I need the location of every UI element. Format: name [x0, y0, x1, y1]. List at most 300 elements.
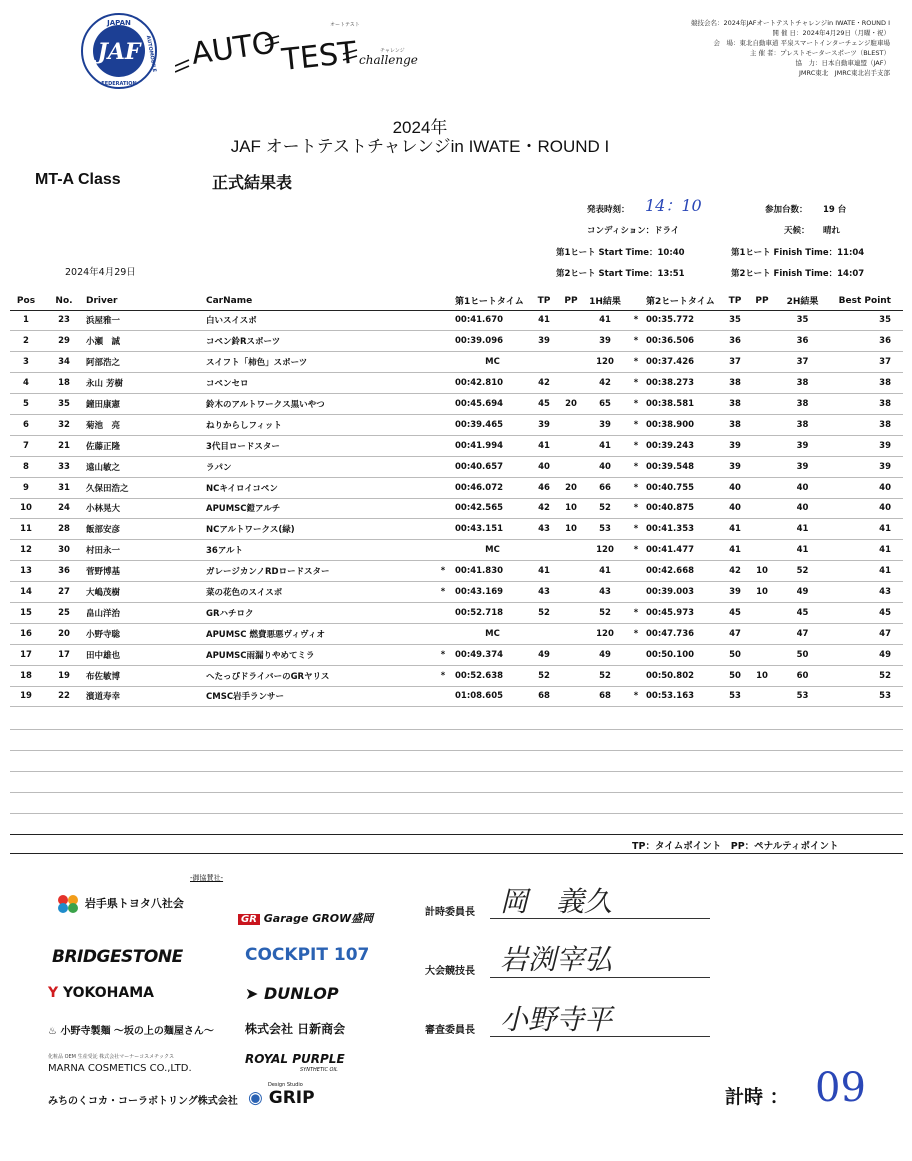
cell-heat2-tp: 40: [721, 477, 749, 498]
cell-heat2-tp: 45: [721, 602, 749, 623]
cell-no: 19: [42, 665, 86, 686]
cell-carname: へたっぴドライバーのGRヤリス: [206, 665, 431, 686]
cell-pos: 1: [10, 310, 42, 331]
cell-heat1-pp: [558, 435, 584, 456]
sponsor-nisshin: 株式会社 日新商会: [245, 1022, 346, 1036]
cell-heat1-time: 00:46.072: [455, 477, 530, 498]
cell-heat1-result: 41: [584, 561, 626, 582]
cell-heat2-pp: 10: [749, 582, 775, 603]
cell-best-point: 41: [830, 540, 903, 561]
cell-heat2-time: 00:47.736: [646, 623, 721, 644]
cell-heat1-pp: [558, 665, 584, 686]
cell-no: 36: [42, 561, 86, 582]
cell-heat2-result: 45: [775, 602, 830, 623]
grip-tag: Design Studio: [268, 1082, 303, 1088]
cell-heat2-tp: 53: [721, 686, 749, 707]
cell-heat1-result: 52: [584, 602, 626, 623]
cell-no: 22: [42, 686, 86, 707]
cell-driver: 小林晃大: [86, 498, 206, 519]
cell-mark2: *: [626, 498, 646, 519]
cell-heat2-time: 00:50.802: [646, 665, 721, 686]
empty-row-line: [10, 750, 903, 751]
cell-heat2-tp: 38: [721, 394, 749, 415]
cell-heat2-pp: [749, 686, 775, 707]
cell-carname: 3代目ロードスター: [206, 435, 431, 456]
table-row: [10, 623, 903, 644]
cell-heat2-result: 49: [775, 582, 830, 603]
svg-text:FEDERATION: FEDERATION: [101, 81, 137, 87]
cell-driver: 阿部浩之: [86, 352, 206, 373]
cell-driver: 濱道寿幸: [86, 686, 206, 707]
cell-best-point: 39: [830, 435, 903, 456]
table-row: [10, 477, 903, 498]
cell-pos: 13: [10, 561, 42, 582]
title-year: 2024年: [392, 118, 448, 137]
cell-carname: ねりからしフィット: [206, 414, 431, 435]
condition-value: ドライ: [654, 226, 680, 236]
cell-heat1-result: 65: [584, 394, 626, 415]
col-heat2-time: 第2ヒートタイム: [646, 292, 721, 310]
cell-heat2-time: 00:38.581: [646, 394, 721, 415]
cell-heat2-result: 50: [775, 644, 830, 665]
cell-heat2-pp: [749, 623, 775, 644]
table-row: [10, 540, 903, 561]
svg-text:AUTOMOBILE: AUTOMOBILE: [144, 35, 158, 73]
cell-heat1-time: 00:52.718: [455, 602, 530, 623]
cell-mark1: [431, 686, 455, 707]
cell-heat1-tp: 52: [530, 602, 558, 623]
cell-no: 25: [42, 602, 86, 623]
cell-heat1-tp: 42: [530, 373, 558, 394]
weather-label: 天候：: [784, 226, 810, 236]
cell-heat2-result: 39: [775, 435, 830, 456]
svg-text:TEST: TEST: [280, 35, 359, 78]
cell-mark1: [431, 373, 455, 394]
cell-best-point: 40: [830, 477, 903, 498]
cell-heat1-result: 41: [584, 310, 626, 331]
cell-pos: 14: [10, 582, 42, 603]
cell-heat2-time: 00:38.273: [646, 373, 721, 394]
cell-mark1: [431, 623, 455, 644]
cell-driver: 布佐敏博: [86, 665, 206, 686]
cell-heat2-pp: [749, 477, 775, 498]
toyota-group-icon: [55, 893, 81, 915]
cell-no: 35: [42, 394, 86, 415]
cell-heat1-time: 00:43.169: [455, 582, 530, 603]
cell-heat1-time: 00:43.151: [455, 519, 530, 540]
cell-heat2-time: 00:40.875: [646, 498, 721, 519]
cell-driver: 畠山洋治: [86, 602, 206, 623]
cell-carname: CMSC岩手ランサー: [206, 686, 431, 707]
timing-number-label: 計時 ：: [725, 1086, 789, 1108]
svg-text:JAPAN: JAPAN: [107, 19, 131, 27]
cell-mark2: *: [626, 623, 646, 644]
empty-row-line: [10, 771, 903, 772]
cell-heat1-pp: [558, 623, 584, 644]
cell-heat1-time: 00:39.096: [455, 331, 530, 352]
cell-driver: 田中雄也: [86, 644, 206, 665]
cell-heat1-result: 40: [584, 456, 626, 477]
col-heat2-result: 2H結果: [775, 292, 830, 310]
cell-carname: 菜の花色のスイスポ: [206, 582, 431, 603]
cell-pos: 9: [10, 477, 42, 498]
cell-mark2: *: [626, 331, 646, 352]
cell-no: 20: [42, 623, 86, 644]
cell-heat2-pp: [749, 456, 775, 477]
race-director-label: 大会競技長: [425, 966, 475, 977]
cell-heat1-time: 00:42.565: [455, 498, 530, 519]
cell-heat2-pp: [749, 602, 775, 623]
cell-mark1: [431, 310, 455, 331]
table-row: [10, 644, 903, 665]
cell-heat2-tp: 42: [721, 561, 749, 582]
col-heat2-pp: PP: [749, 292, 775, 310]
cell-best-point: 41: [830, 561, 903, 582]
cell-pos: 12: [10, 540, 42, 561]
race-director-signature: 岩渕宰弘: [500, 943, 613, 976]
sponsor-grip: ◉ GRIP: [248, 1088, 315, 1108]
cell-heat1-tp: [530, 352, 558, 373]
timing-number-value: 09: [815, 1065, 866, 1111]
cell-heat2-result: 38: [775, 394, 830, 415]
cell-heat1-tp: 49: [530, 644, 558, 665]
cell-heat2-tp: 50: [721, 665, 749, 686]
cell-heat1-result: 52: [584, 498, 626, 519]
sponsor-title: -御協賛社-: [190, 874, 224, 882]
cell-heat2-time: 00:39.243: [646, 435, 721, 456]
cell-mark2: *: [626, 686, 646, 707]
svg-text:オートテスト: オートテスト: [330, 22, 360, 28]
col-pos: Pos: [10, 292, 42, 310]
cell-best-point: 45: [830, 602, 903, 623]
cell-heat2-tp: 37: [721, 352, 749, 373]
cell-no: 30: [42, 540, 86, 561]
cell-no: 33: [42, 456, 86, 477]
cell-best-point: 37: [830, 352, 903, 373]
cell-heat2-pp: [749, 519, 775, 540]
cell-heat2-time: 00:40.755: [646, 477, 721, 498]
cell-best-point: 52: [830, 665, 903, 686]
col-driver: Driver: [86, 292, 206, 310]
cell-heat1-result: 41: [584, 435, 626, 456]
cell-mark1: [431, 435, 455, 456]
cell-mark2: *: [626, 394, 646, 415]
cell-mark1: [431, 602, 455, 623]
cell-heat2-time: 00:50.100: [646, 644, 721, 665]
cell-heat2-tp: 39: [721, 435, 749, 456]
cell-carname: ラパン: [206, 456, 431, 477]
cell-driver: 菅野博基: [86, 561, 206, 582]
cell-heat2-tp: 39: [721, 456, 749, 477]
class-name: MT-A Class: [35, 171, 121, 188]
date: 2024年4月29日: [65, 267, 136, 278]
cell-heat2-time: 00:41.353: [646, 519, 721, 540]
cell-best-point: 38: [830, 373, 903, 394]
cell-heat1-time: 00:45.694: [455, 394, 530, 415]
cell-no: 31: [42, 477, 86, 498]
cell-mark1: [431, 394, 455, 415]
table-row: [10, 602, 903, 623]
cell-heat1-result: 66: [584, 477, 626, 498]
cell-heat2-result: 35: [775, 310, 830, 331]
cell-no: 29: [42, 331, 86, 352]
cell-heat1-pp: [558, 644, 584, 665]
cell-heat2-tp: 36: [721, 331, 749, 352]
cell-pos: 11: [10, 519, 42, 540]
steward-chief-label: 審査委員長: [425, 1025, 475, 1036]
col-heat1-tp: TP: [530, 292, 558, 310]
cell-heat2-result: 40: [775, 477, 830, 498]
cell-heat2-tp: 41: [721, 519, 749, 540]
organizer-info: 競技会名：2024年JAFオートテストチャレンジin IWATE・ROUND I 開 催 日：2024年4月29日（月曜・祝） 会 場：東北自動車道 平泉スマートインターチェンジ駐車場 主 催 者：プレストモータースポーツ（BLEST） 協 力：日本自動車連盟（JAF） JMRC東北 JMRC東北岩手支部: [691, 19, 890, 77]
table-row: [10, 373, 903, 394]
cell-heat2-tp: 35: [721, 310, 749, 331]
cell-heat2-result: 38: [775, 414, 830, 435]
cell-heat2-time: 00:42.668: [646, 561, 721, 582]
cell-heat2-time: 00:39.548: [646, 456, 721, 477]
cell-mark1: [431, 477, 455, 498]
cell-best-point: 35: [830, 310, 903, 331]
cell-heat2-tp: 38: [721, 373, 749, 394]
cell-mark1: *: [431, 561, 455, 582]
cell-carname: 36アルト: [206, 540, 431, 561]
cell-heat1-tp: 43: [530, 582, 558, 603]
cell-mark2: *: [626, 310, 646, 331]
col-heat1-pp: PP: [558, 292, 584, 310]
empty-row-line: [10, 792, 903, 793]
cell-heat1-time: 00:52.638: [455, 665, 530, 686]
autotest-challenge-logo: [175, 14, 425, 84]
cell-heat1-tp: 52: [530, 665, 558, 686]
empty-row-line: [10, 813, 903, 814]
cell-heat1-result: 120: [584, 623, 626, 644]
cell-best-point: 41: [830, 519, 903, 540]
table-row: [10, 519, 903, 540]
cell-heat1-tp: 39: [530, 331, 558, 352]
cell-heat2-result: 40: [775, 498, 830, 519]
cell-heat2-time: 00:37.426: [646, 352, 721, 373]
cell-heat1-time: 00:41.830: [455, 561, 530, 582]
cell-heat1-result: 49: [584, 644, 626, 665]
cell-heat2-pp: [749, 373, 775, 394]
cell-pos: 8: [10, 456, 42, 477]
cell-pos: 4: [10, 373, 42, 394]
cell-no: 18: [42, 373, 86, 394]
sponsor-cockpit: COCKPIT 107: [245, 945, 370, 965]
cell-driver: 小瀬 誠: [86, 331, 206, 352]
cell-carname: ガレージカンノRDロードスター: [206, 561, 431, 582]
cell-heat1-result: 120: [584, 540, 626, 561]
legend: TP：タイムポイント PP：ペナルティポイント: [632, 841, 839, 852]
cell-no: 34: [42, 352, 86, 373]
cell-heat2-tp: 39: [721, 582, 749, 603]
cell-heat1-result: 42: [584, 373, 626, 394]
cell-heat2-result: 41: [775, 540, 830, 561]
cell-pos: 18: [10, 665, 42, 686]
cell-heat1-tp: [530, 540, 558, 561]
cell-heat1-tp: 41: [530, 435, 558, 456]
jaf-federation-logo: [80, 12, 158, 90]
cell-heat1-pp: [558, 456, 584, 477]
cell-heat2-time: 00:41.477: [646, 540, 721, 561]
cell-pos: 10: [10, 498, 42, 519]
cell-mark1: [431, 352, 455, 373]
cell-best-point: 47: [830, 623, 903, 644]
legend-border: [10, 853, 903, 854]
gr-icon: GR: [238, 914, 260, 925]
cell-heat2-result: 38: [775, 373, 830, 394]
cell-heat1-tp: 40: [530, 456, 558, 477]
cell-mark1: *: [431, 665, 455, 686]
sponsor-dunlop: ➤ DUNLOP: [245, 984, 339, 1003]
participants-label: 参加台数：: [765, 205, 808, 215]
cell-heat1-pp: [558, 414, 584, 435]
cell-pos: 2: [10, 331, 42, 352]
cell-no: 27: [42, 582, 86, 603]
cell-carname: NCアルトワークス(緑): [206, 519, 431, 540]
col-mark1: [431, 292, 455, 310]
cell-heat2-pp: [749, 394, 775, 415]
cell-mark1: [431, 498, 455, 519]
cell-heat2-result: 60: [775, 665, 830, 686]
cell-driver: 小野寺聡: [86, 623, 206, 644]
sponsor-cocacola: みちのくコカ・コーラボトリング株式会社: [48, 1096, 238, 1107]
table-row: [10, 394, 903, 415]
sponsor-yokohama: Y YOKOHAMA: [48, 985, 154, 1001]
cell-heat1-time: 00:39.465: [455, 414, 530, 435]
col-carname: CarName: [206, 292, 431, 310]
cell-heat1-result: 120: [584, 352, 626, 373]
cell-heat1-tp: 42: [530, 498, 558, 519]
steward-chief-signature: 小野寺平: [500, 1003, 613, 1036]
svg-text:JAF: JAF: [97, 39, 141, 65]
cell-heat2-tp: 38: [721, 414, 749, 435]
cell-carname: APUMSC 燃費悪悪ヴィヴィオ: [206, 623, 431, 644]
cell-carname: コペンセロ: [206, 373, 431, 394]
cell-heat1-pp: [558, 602, 584, 623]
cell-heat2-pp: 10: [749, 665, 775, 686]
yokohama-icon: Y: [48, 985, 59, 1001]
svg-text:チャレンジ: チャレンジ: [380, 48, 405, 54]
cell-best-point: 53: [830, 686, 903, 707]
cell-no: 32: [42, 414, 86, 435]
cell-mark2: *: [626, 435, 646, 456]
cell-heat1-time: 00:49.374: [455, 644, 530, 665]
table-row: [10, 665, 903, 686]
cell-heat2-time: 00:35.772: [646, 310, 721, 331]
cell-mark2: [626, 561, 646, 582]
cell-carname: コペン鈴Rスポーツ: [206, 331, 431, 352]
cell-heat2-time: 00:39.003: [646, 582, 721, 603]
cell-heat1-tp: [530, 623, 558, 644]
svg-text:challenge: challenge: [359, 53, 418, 67]
table-header-row: [10, 292, 903, 310]
cell-heat1-pp: [558, 561, 584, 582]
marna-tagline: 化粧品 OEM 生産受託 株式会社マーナーコスメチックス: [48, 1054, 174, 1060]
cell-heat1-tp: 41: [530, 561, 558, 582]
cell-heat2-result: 36: [775, 331, 830, 352]
cell-heat2-pp: [749, 414, 775, 435]
cell-heat1-time: 00:40.657: [455, 456, 530, 477]
cell-heat1-pp: [558, 352, 584, 373]
col-best-point: Best Point: [830, 292, 903, 310]
cell-pos: 15: [10, 602, 42, 623]
cell-heat2-time: 00:45.973: [646, 602, 721, 623]
cell-mark2: *: [626, 352, 646, 373]
cell-pos: 3: [10, 352, 42, 373]
cell-heat1-pp: 10: [558, 519, 584, 540]
cell-heat1-pp: [558, 582, 584, 603]
announce-label: 発表時刻：: [587, 205, 630, 215]
cell-heat2-tp: 40: [721, 498, 749, 519]
table-row: [10, 686, 903, 707]
cell-best-point: 36: [830, 331, 903, 352]
cell-heat2-pp: [749, 498, 775, 519]
cell-no: 24: [42, 498, 86, 519]
cell-no: 23: [42, 310, 86, 331]
table-row: [10, 352, 903, 373]
cell-mark2: *: [626, 519, 646, 540]
cell-heat2-pp: 10: [749, 561, 775, 582]
heat2-start: 第2ヒート Start Time：13:51: [556, 269, 685, 279]
cell-mark1: [431, 456, 455, 477]
cell-heat2-result: 41: [775, 519, 830, 540]
cell-mark2: *: [626, 456, 646, 477]
cell-heat1-pp: [558, 373, 584, 394]
cell-heat1-time: 01:08.605: [455, 686, 530, 707]
cell-mark1: [431, 519, 455, 540]
cell-best-point: 40: [830, 498, 903, 519]
cell-heat1-time: MC: [455, 540, 530, 561]
cell-heat1-time: 00:41.994: [455, 435, 530, 456]
cell-mark1: [431, 331, 455, 352]
cell-mark2: [626, 644, 646, 665]
sponsor-royal-purple: ROYAL PURPLE: [245, 1052, 345, 1066]
cell-pos: 5: [10, 394, 42, 415]
table-row: [10, 414, 903, 435]
cell-mark1: [431, 540, 455, 561]
cell-heat2-tp: 50: [721, 644, 749, 665]
cell-heat2-result: 37: [775, 352, 830, 373]
cell-heat1-result: 52: [584, 665, 626, 686]
cell-mark2: *: [626, 477, 646, 498]
cell-heat2-time: 00:53.163: [646, 686, 721, 707]
cell-carname: GRハチロク: [206, 602, 431, 623]
cell-heat1-pp: [558, 540, 584, 561]
cell-heat1-pp: 20: [558, 477, 584, 498]
cell-mark1: [431, 414, 455, 435]
sponsor-toyota: 岩手県トヨタ八社会: [55, 893, 184, 915]
cell-heat1-pp: [558, 686, 584, 707]
cell-carname: APUMSC鎧アルチ: [206, 498, 431, 519]
cell-mark1: *: [431, 582, 455, 603]
cell-heat1-pp: 20: [558, 394, 584, 415]
cell-heat2-result: 53: [775, 686, 830, 707]
cell-heat2-pp: [749, 310, 775, 331]
royal-purple-sub: SYNTHETIC OIL: [300, 1067, 338, 1073]
weather-value: 晴れ: [823, 226, 841, 236]
event-title: JAF オートテストチャレンジin IWATE・ROUND I: [230, 137, 610, 156]
cell-heat2-pp: [749, 540, 775, 561]
cell-mark1: *: [431, 644, 455, 665]
cell-heat1-tp: 68: [530, 686, 558, 707]
cell-carname: APUMSC雨漏りやめてミラ: [206, 644, 431, 665]
table-row: [10, 456, 903, 477]
cell-heat1-result: 53: [584, 519, 626, 540]
cell-heat1-pp: [558, 310, 584, 331]
cell-driver: 久保田浩之: [86, 477, 206, 498]
sponsor-onodera: ♨ 小野寺製麺 ～坂の上の麺屋さん～: [48, 1026, 214, 1037]
